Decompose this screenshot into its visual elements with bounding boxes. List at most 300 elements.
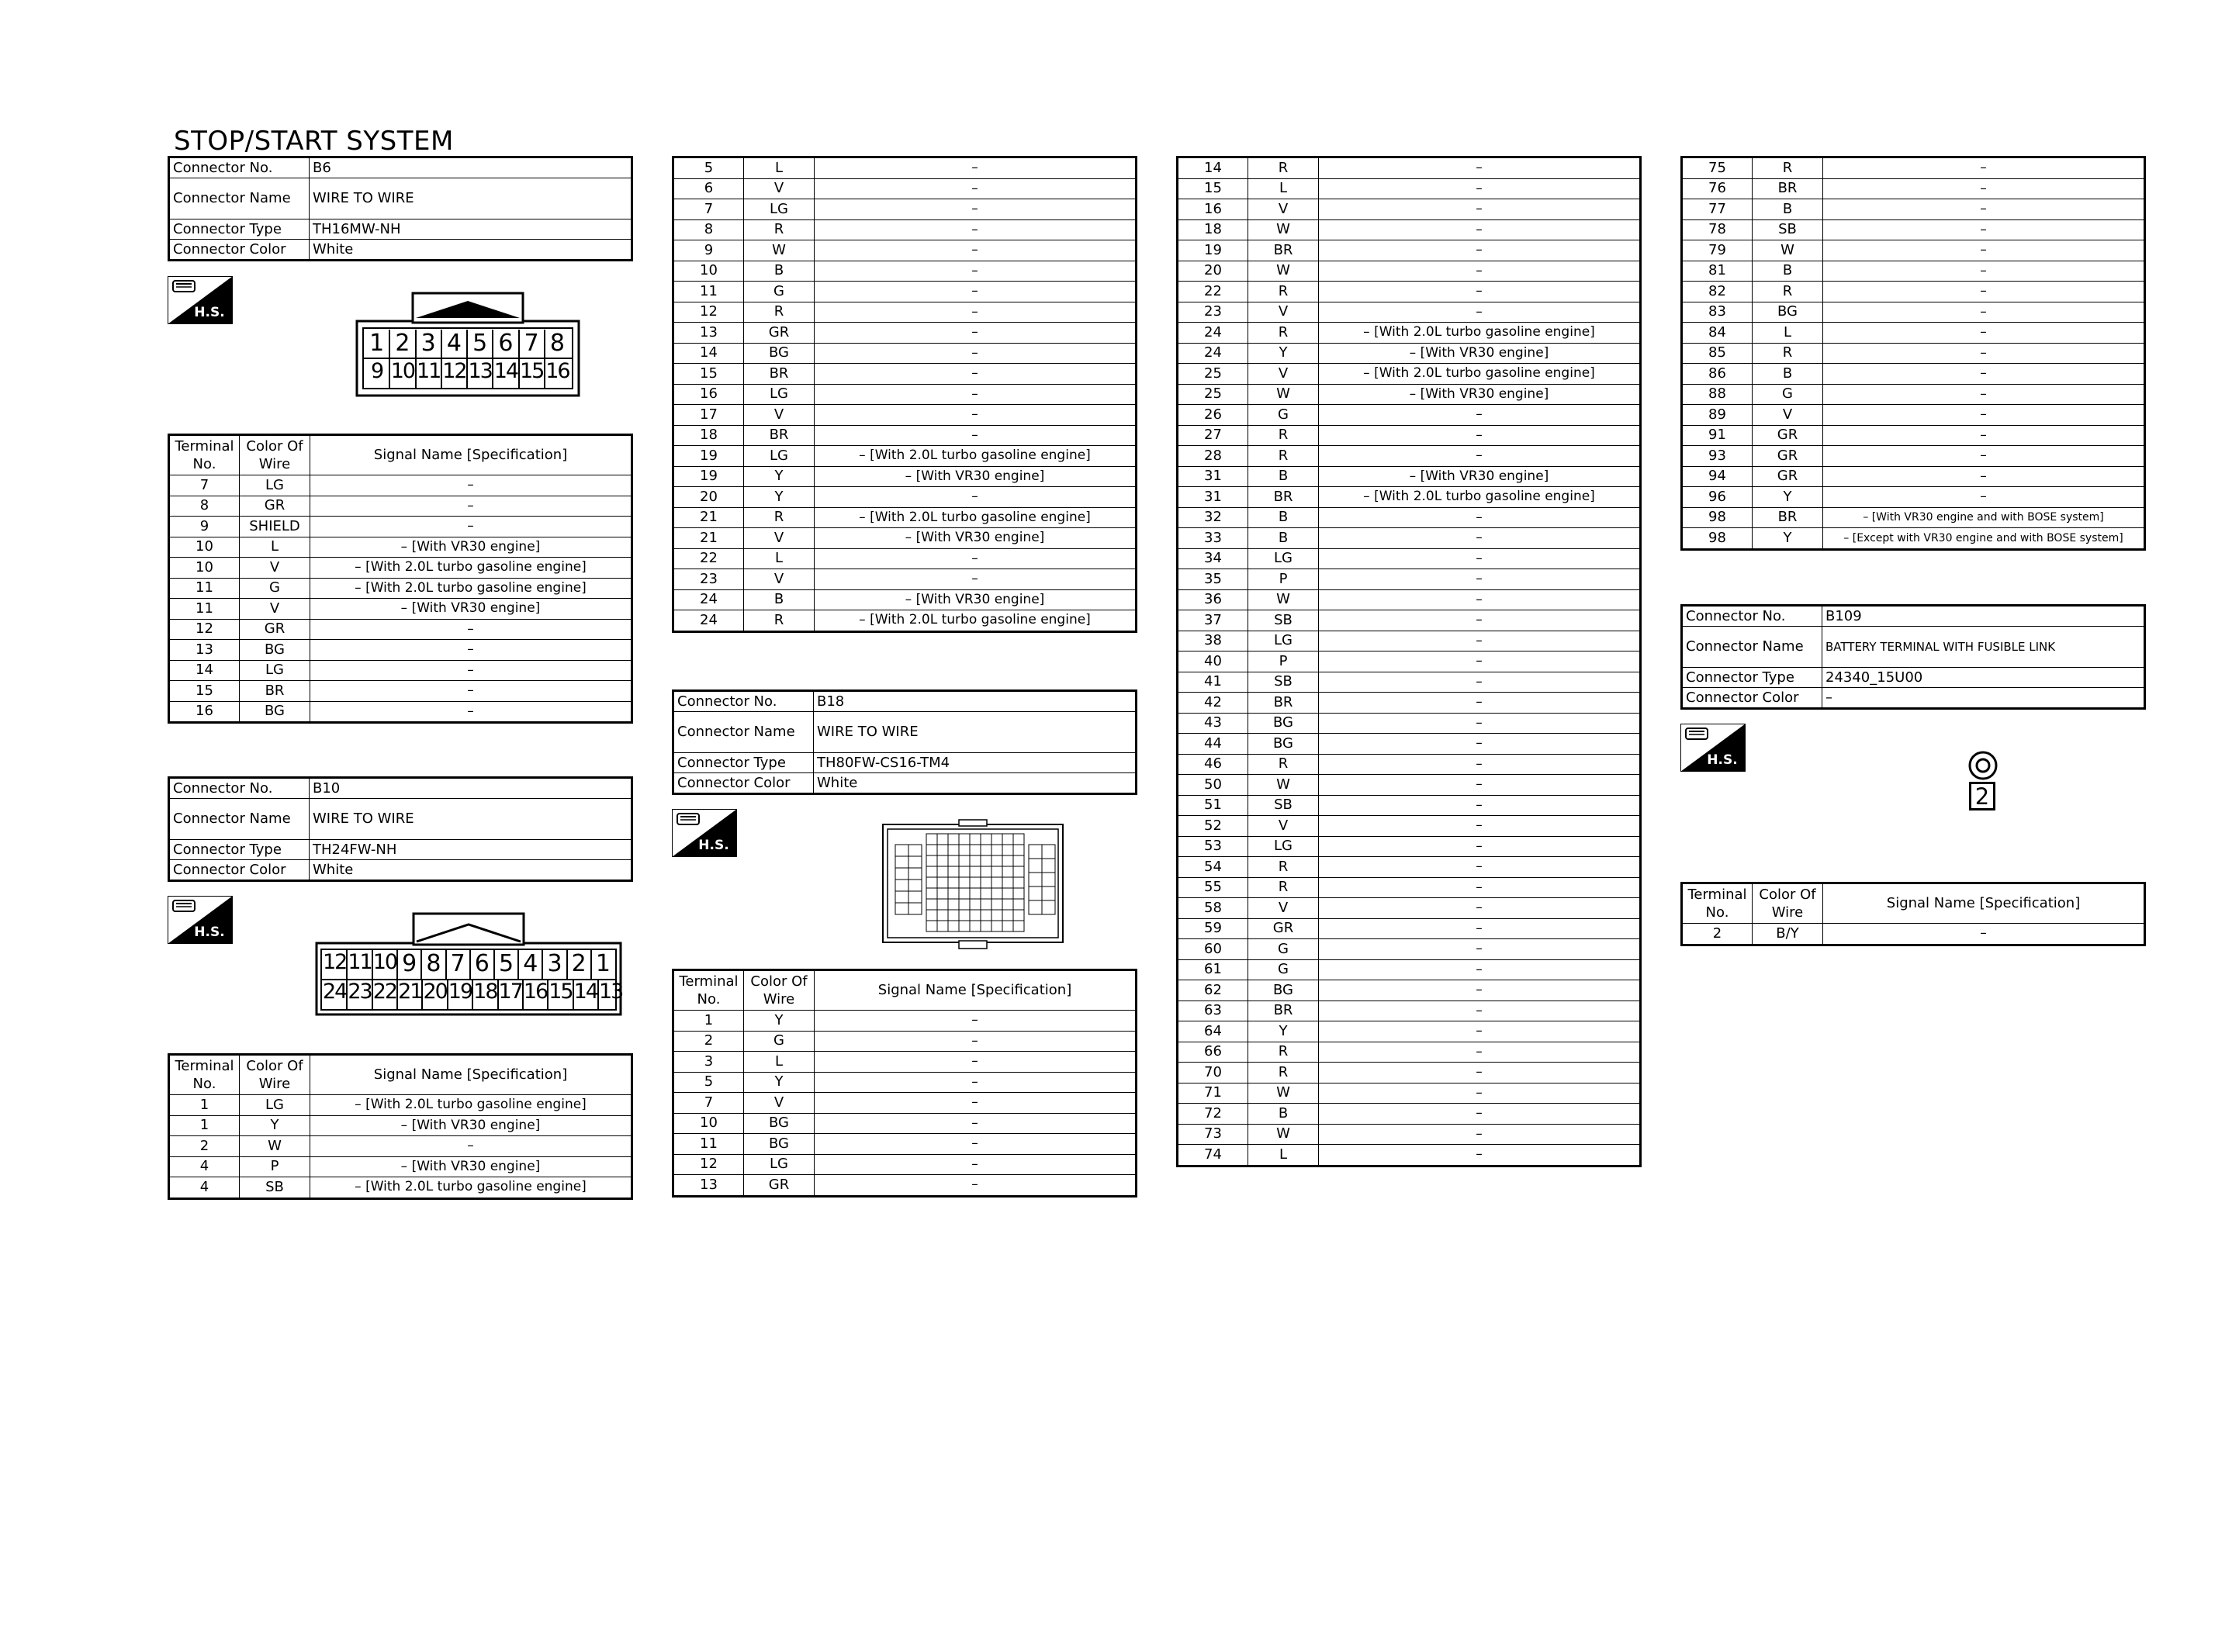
- terminal-no-cell: 53: [1178, 836, 1248, 857]
- terminal-no-cell: 58: [1178, 898, 1248, 919]
- wire-color-cell: V: [240, 558, 310, 579]
- terminal-row: [1178, 1021, 1641, 1042]
- terminal-no-cell: 22: [673, 548, 744, 569]
- signal-name-cell: – [With 2.0L turbo gasoline engine]: [1319, 364, 1641, 385]
- signal-name-cell: – [With VR30 engine]: [815, 466, 1137, 487]
- terminal-no-cell: 15: [1178, 178, 1248, 199]
- pin: 16: [545, 359, 569, 383]
- terminal-no-cell: 7: [673, 199, 744, 220]
- terminal-no-cell: 44: [1178, 734, 1248, 755]
- connector-info-b6: [168, 156, 633, 261]
- wire-color-cell: B: [1753, 199, 1823, 220]
- terminal-row: [1178, 651, 1641, 672]
- terminal-no-cell: 12: [673, 302, 744, 323]
- terminal-no-cell: 25: [1178, 384, 1248, 405]
- signal-name-cell: –: [1823, 425, 2145, 446]
- pin: 9: [398, 950, 422, 980]
- connector-no-value: B18: [814, 691, 1137, 712]
- wire-color-cell: BR: [240, 681, 310, 702]
- terminal-no-cell: 11: [169, 578, 240, 599]
- signal-name-cell: –: [1823, 405, 2145, 426]
- wire-color-cell: Y: [744, 466, 815, 487]
- terminal-no-cell: 20: [673, 487, 744, 508]
- signal-name-cell: – [With 2.0L turbo gasoline engine]: [815, 610, 1137, 632]
- wire-color-cell: W: [744, 240, 815, 261]
- signal-name-cell: –: [815, 302, 1137, 323]
- terminal-no-cell: 19: [673, 466, 744, 487]
- signal-name-cell: –: [1319, 672, 1641, 693]
- terminal-row: [673, 425, 1137, 446]
- pin: 21: [398, 980, 423, 1009]
- ring-terminal-b109: [1967, 750, 1998, 784]
- wire-color-cell: W: [1248, 589, 1319, 610]
- signal-name-cell: –: [1319, 282, 1641, 302]
- signal-name-cell: –: [815, 569, 1137, 590]
- wire-color-cell: BG: [1248, 713, 1319, 734]
- terminal-row: [1682, 425, 2145, 446]
- wire-color-cell: V: [1248, 302, 1319, 323]
- terminal-row: [1682, 282, 2145, 302]
- label-connector-type: Connector Type: [169, 840, 310, 860]
- terminal-row: [169, 537, 632, 558]
- wire-color-cell: R: [1248, 282, 1319, 302]
- terminal-row: [169, 517, 632, 537]
- wire-color-cell: Y: [1248, 343, 1319, 364]
- wire-color-cell: G: [1248, 959, 1319, 980]
- terminal-no-cell: 16: [169, 701, 240, 723]
- terminal-table-b18: [672, 969, 1137, 1198]
- terminal-row: [1682, 157, 2145, 179]
- pin: 22: [373, 980, 398, 1009]
- terminal-row: [1682, 343, 2145, 364]
- pin: 3: [417, 330, 442, 359]
- terminal-row: [1682, 487, 2145, 508]
- wire-color-cell: G: [1248, 405, 1319, 426]
- terminal-row: [1178, 240, 1641, 261]
- signal-name-cell: – [With 2.0L turbo gasoline engine]: [1319, 487, 1641, 508]
- terminal-row: [1178, 898, 1641, 919]
- terminal-row: [673, 1134, 1137, 1155]
- terminal-row: [1682, 178, 2145, 199]
- terminal-row: [1178, 754, 1641, 775]
- signal-name-cell: –: [1823, 178, 2145, 199]
- connector-type-value: TH80FW-CS16-TM4: [814, 753, 1137, 773]
- pin: 17: [499, 980, 524, 1009]
- pin: 12: [323, 950, 348, 980]
- pin: 2: [568, 950, 592, 980]
- pin: 15: [549, 980, 573, 1009]
- signal-name-cell: – [With VR30 engine]: [1319, 466, 1641, 487]
- pin: 4: [519, 950, 543, 980]
- signal-name-cell: –: [815, 425, 1137, 446]
- terminal-row: [673, 1175, 1137, 1197]
- signal-name-cell: – [With VR30 engine]: [1319, 384, 1641, 405]
- terminal-no-cell: 2: [1682, 924, 1753, 945]
- pin: 6: [493, 330, 519, 359]
- terminal-row: [673, 487, 1137, 508]
- terminal-no-cell: 72: [1178, 1104, 1248, 1125]
- terminal-row: [1682, 240, 2145, 261]
- signal-name-cell: –: [815, 1093, 1137, 1114]
- terminal-row: [673, 199, 1137, 220]
- wire-color-cell: Y: [744, 1072, 815, 1093]
- label-connector-color: Connector Color: [1682, 688, 1822, 709]
- connector-name-value: WIRE TO WIRE: [310, 178, 632, 219]
- wire-color-cell: V: [744, 569, 815, 590]
- terminal-no-cell: 14: [673, 343, 744, 364]
- pin: 11: [348, 950, 372, 980]
- wire-color-header: Color Of Wire: [1753, 883, 1823, 924]
- terminal-no-cell: 9: [673, 240, 744, 261]
- pin: 14: [493, 359, 519, 389]
- terminal-no-cell: 93: [1682, 446, 1753, 467]
- terminal-row: [1178, 466, 1641, 487]
- terminal-no-cell: 78: [1682, 219, 1753, 240]
- signal-name-cell: –: [1319, 446, 1641, 467]
- signal-name-cell: –: [815, 1052, 1137, 1073]
- wire-color-cell: R: [1248, 425, 1319, 446]
- connector-color-value: White: [814, 773, 1137, 794]
- terminal-row: [169, 1095, 632, 1116]
- connector-color-value: –: [1822, 688, 2145, 709]
- signal-name-cell: –: [1319, 610, 1641, 631]
- terminal-no-cell: 28: [1178, 446, 1248, 467]
- wire-color-cell: B: [1753, 364, 1823, 385]
- signal-name-cell: –: [1319, 980, 1641, 1001]
- terminal-no-cell: 11: [673, 282, 744, 302]
- pin: 7: [447, 950, 471, 980]
- connector-info-b10: [168, 776, 633, 882]
- terminal-no-cell: 94: [1682, 466, 1753, 487]
- terminal-table-b18-continued-2: [1680, 156, 2146, 551]
- pin: 8: [422, 950, 446, 980]
- terminal-no-cell: 22: [1178, 282, 1248, 302]
- terminal-no-cell: 66: [1178, 1042, 1248, 1063]
- wire-color-header: Color Of Wire: [744, 970, 815, 1011]
- signal-name-cell: –: [310, 619, 632, 640]
- terminal-row: [1178, 157, 1641, 179]
- terminal-no-cell: 88: [1682, 384, 1753, 405]
- signal-name-header: Signal Name [Specification]: [815, 970, 1137, 1011]
- label-connector-type: Connector Type: [673, 753, 814, 773]
- signal-name-cell: – [With VR30 engine and with BOSE system]: [1823, 507, 2145, 528]
- terminal-row: [169, 558, 632, 579]
- terminal-no-cell: 3: [673, 1052, 744, 1073]
- terminal-no-cell: 16: [1178, 199, 1248, 220]
- wire-color-cell: B: [1248, 1104, 1319, 1125]
- terminal-no-cell: 37: [1178, 610, 1248, 631]
- terminal-no-cell: 5: [673, 157, 744, 179]
- terminal-no-cell: 50: [1178, 775, 1248, 796]
- wire-color-cell: GR: [240, 619, 310, 640]
- pin: 24: [323, 980, 348, 1009]
- terminal-row: [1178, 693, 1641, 714]
- terminal-row: [169, 619, 632, 640]
- terminal-row: [1178, 631, 1641, 651]
- wire-color-cell: L: [744, 157, 815, 179]
- pin: 1: [365, 330, 390, 359]
- wire-color-cell: V: [1248, 898, 1319, 919]
- signal-name-cell: –: [1823, 343, 2145, 364]
- terminal-row: [1178, 1063, 1641, 1083]
- terminal-table-b10: [168, 1053, 633, 1200]
- signal-name-cell: –: [815, 1154, 1137, 1175]
- signal-name-cell: –: [1319, 569, 1641, 590]
- signal-name-cell: –: [1319, 1104, 1641, 1125]
- hs-label: H.S.: [194, 305, 225, 320]
- label-connector-color: Connector Color: [673, 773, 814, 794]
- terminal-row: [673, 610, 1137, 632]
- terminal-no-cell: 14: [169, 660, 240, 681]
- label-connector-no: Connector No.: [169, 778, 310, 799]
- terminal-no-cell: 96: [1682, 487, 1753, 508]
- wire-color-cell: GR: [744, 1175, 815, 1197]
- signal-name-cell: –: [1823, 924, 2145, 945]
- terminal-row: [1178, 199, 1641, 220]
- wire-color-cell: BG: [744, 1134, 815, 1155]
- terminal-row: [169, 496, 632, 517]
- terminal-no-cell: 13: [673, 323, 744, 344]
- label-connector-no: Connector No.: [169, 157, 310, 178]
- terminal-row: [1682, 323, 2145, 344]
- ring-terminal-pin: 2: [1969, 782, 1995, 810]
- signal-name-cell: –: [815, 1113, 1137, 1134]
- wire-color-cell: B: [1248, 507, 1319, 528]
- terminal-row: [673, 548, 1137, 569]
- signal-name-cell: –: [1319, 405, 1641, 426]
- signal-name-cell: –: [815, 178, 1137, 199]
- wire-color-cell: GR: [1753, 446, 1823, 467]
- terminal-row: [673, 1031, 1137, 1052]
- terminal-no-cell: 21: [673, 507, 744, 528]
- terminal-no-cell: 33: [1178, 528, 1248, 549]
- terminal-no-cell: 8: [169, 496, 240, 517]
- terminal-no-cell: 19: [1178, 240, 1248, 261]
- wire-color-cell: LG: [744, 1154, 815, 1175]
- signal-name-cell: –: [815, 199, 1137, 220]
- terminal-no-cell: 11: [169, 599, 240, 620]
- terminal-no-cell: 35: [1178, 569, 1248, 590]
- terminal-row: [169, 1156, 632, 1177]
- wire-color-cell: L: [744, 1052, 815, 1073]
- hs-label: H.S.: [1707, 752, 1738, 768]
- terminal-row: [1682, 219, 2145, 240]
- terminal-row: [1178, 589, 1641, 610]
- terminal-row: [169, 578, 632, 599]
- signal-name-cell: –: [1319, 775, 1641, 796]
- wire-color-cell: SB: [1248, 795, 1319, 816]
- terminal-row: [1178, 405, 1641, 426]
- terminal-no-cell: 71: [1178, 1083, 1248, 1104]
- terminal-row: [673, 405, 1137, 426]
- terminal-row: [1178, 507, 1641, 528]
- terminal-row: [673, 528, 1137, 549]
- wire-color-cell: R: [1248, 857, 1319, 878]
- terminal-row: [1178, 1145, 1641, 1166]
- label-connector-name: Connector Name: [1682, 627, 1822, 668]
- terminal-no-cell: 51: [1178, 795, 1248, 816]
- terminal-no-cell: 1: [169, 1095, 240, 1116]
- terminal-no-cell: 54: [1178, 857, 1248, 878]
- terminal-no-cell: 98: [1682, 528, 1753, 550]
- wire-color-cell: W: [1248, 1083, 1319, 1104]
- terminal-no-cell: 9: [169, 517, 240, 537]
- terminal-row: [1178, 219, 1641, 240]
- wire-color-cell: W: [1248, 261, 1319, 282]
- label-connector-color: Connector Color: [169, 860, 310, 881]
- terminal-row: [1178, 261, 1641, 282]
- connector-color-value: White: [310, 860, 632, 881]
- signal-name-cell: –: [1319, 651, 1641, 672]
- terminal-table-b6: [168, 434, 633, 724]
- wire-color-cell: LG: [240, 1095, 310, 1116]
- terminal-row: [673, 282, 1137, 302]
- pin: 8: [549, 330, 565, 357]
- wire-color-cell: W: [1248, 1124, 1319, 1145]
- pin: 11: [417, 359, 442, 389]
- terminal-row: [673, 178, 1137, 199]
- pin: 16: [524, 980, 549, 1009]
- wire-color-cell: LG: [1248, 548, 1319, 569]
- terminal-no-cell: 10: [169, 537, 240, 558]
- terminal-no-cell: 10: [673, 1113, 744, 1134]
- terminal-no-cell: 23: [673, 569, 744, 590]
- signal-name-cell: –: [815, 487, 1137, 508]
- signal-name-cell: –: [815, 219, 1137, 240]
- terminal-row: [1178, 1124, 1641, 1145]
- wire-color-cell: V: [1248, 199, 1319, 220]
- signal-name-cell: –: [1319, 1042, 1641, 1063]
- wire-color-cell: L: [1248, 1145, 1319, 1166]
- terminal-no-cell: 32: [1178, 507, 1248, 528]
- terminal-row: [1682, 199, 2145, 220]
- signal-name-cell: –: [1319, 898, 1641, 919]
- terminal-no-cell: 2: [169, 1136, 240, 1157]
- signal-name-cell: – [With VR30 engine]: [815, 589, 1137, 610]
- terminal-no-cell: 98: [1682, 507, 1753, 528]
- wire-color-cell: V: [1248, 816, 1319, 837]
- terminal-row: [673, 261, 1137, 282]
- wire-color-cell: BR: [1753, 178, 1823, 199]
- terminal-row: [1178, 959, 1641, 980]
- pin: 20: [423, 980, 448, 1009]
- terminal-no-cell: 38: [1178, 631, 1248, 651]
- signal-name-cell: –: [1823, 364, 2145, 385]
- wire-color-cell: BR: [1248, 487, 1319, 508]
- terminal-no-cell: 20: [1178, 261, 1248, 282]
- signal-name-cell: –: [1319, 754, 1641, 775]
- wire-color-cell: R: [1248, 754, 1319, 775]
- signal-name-cell: –: [310, 1136, 632, 1157]
- terminal-no-cell: 5: [673, 1072, 744, 1093]
- signal-name-header: Signal Name [Specification]: [310, 1055, 632, 1095]
- terminal-row: [169, 1136, 632, 1157]
- terminal-no-cell: 24: [673, 589, 744, 610]
- terminal-row: [1178, 672, 1641, 693]
- terminal-row: [673, 446, 1137, 467]
- terminal-row: [1682, 507, 2145, 528]
- pin: 19: [448, 980, 473, 1009]
- signal-name-cell: –: [1319, 261, 1641, 282]
- label-connector-type: Connector Type: [1682, 668, 1822, 688]
- pin: 13: [468, 359, 493, 389]
- wire-color-cell: SB: [240, 1177, 310, 1199]
- terminal-no-cell: 40: [1178, 651, 1248, 672]
- signal-name-cell: –: [815, 1175, 1137, 1197]
- wire-color-cell: R: [1753, 343, 1823, 364]
- wire-color-cell: R: [744, 219, 815, 240]
- wire-color-cell: LG: [744, 384, 815, 405]
- signal-name-cell: –: [310, 517, 632, 537]
- wire-color-cell: V: [744, 528, 815, 549]
- terminal-row: [1178, 857, 1641, 878]
- terminal-no-cell: 52: [1178, 816, 1248, 837]
- terminal-row: [1178, 918, 1641, 939]
- signal-name-cell: –: [1823, 219, 2145, 240]
- terminal-row: [1178, 1001, 1641, 1021]
- signal-name-cell: –: [1319, 857, 1641, 878]
- terminal-row: [1178, 323, 1641, 344]
- terminal-no-cell: 18: [1178, 219, 1248, 240]
- signal-name-cell: – [With 2.0L turbo gasoline engine]: [815, 507, 1137, 528]
- terminal-no-cell: 19: [673, 446, 744, 467]
- connector-type-value: TH24FW-NH: [310, 840, 632, 860]
- wire-color-cell: SB: [1248, 610, 1319, 631]
- signal-name-cell: –: [1319, 1124, 1641, 1145]
- signal-name-cell: –: [1319, 240, 1641, 261]
- hs-harness-side-icon: [168, 896, 233, 944]
- wire-color-cell: R: [744, 302, 815, 323]
- wire-color-cell: R: [744, 610, 815, 632]
- connector-no-value: B6: [310, 157, 632, 178]
- terminal-no-cell: 81: [1682, 261, 1753, 282]
- wire-color-cell: GR: [744, 323, 815, 344]
- signal-name-cell: –: [310, 496, 632, 517]
- pin: 5: [495, 950, 519, 980]
- wire-color-cell: Y: [1248, 1021, 1319, 1042]
- signal-name-cell: –: [1319, 918, 1641, 939]
- terminal-row: [673, 1093, 1137, 1114]
- signal-name-cell: –: [815, 405, 1137, 426]
- terminal-no-cell: 24: [1178, 343, 1248, 364]
- pin: 1: [595, 950, 611, 977]
- pin: 3: [543, 950, 567, 980]
- pin: 5: [468, 330, 493, 359]
- wire-color-cell: BG: [240, 640, 310, 661]
- signal-name-cell: –: [1319, 1021, 1641, 1042]
- pin: 2: [390, 330, 416, 359]
- hs-label: H.S.: [194, 924, 225, 940]
- label-connector-no: Connector No.: [1682, 606, 1822, 627]
- terminal-no-cell: 73: [1178, 1124, 1248, 1145]
- signal-name-cell: – [With VR30 engine]: [310, 1156, 632, 1177]
- terminal-no-cell: 89: [1682, 405, 1753, 426]
- terminal-row: [1178, 446, 1641, 467]
- signal-name-cell: –: [1319, 713, 1641, 734]
- terminal-no-cell: 1: [169, 1115, 240, 1136]
- signal-name-cell: –: [1823, 302, 2145, 323]
- signal-name-cell: –: [1319, 816, 1641, 837]
- terminal-no-cell: 86: [1682, 364, 1753, 385]
- wire-color-cell: V: [744, 1093, 815, 1114]
- wire-color-cell: P: [1248, 651, 1319, 672]
- signal-name-cell: –: [1319, 425, 1641, 446]
- wire-color-cell: BG: [1753, 302, 1823, 323]
- wire-color-cell: BR: [1248, 1001, 1319, 1021]
- signal-name-cell: –: [1319, 219, 1641, 240]
- terminal-row: [1682, 528, 2145, 550]
- wire-color-cell: W: [240, 1136, 310, 1157]
